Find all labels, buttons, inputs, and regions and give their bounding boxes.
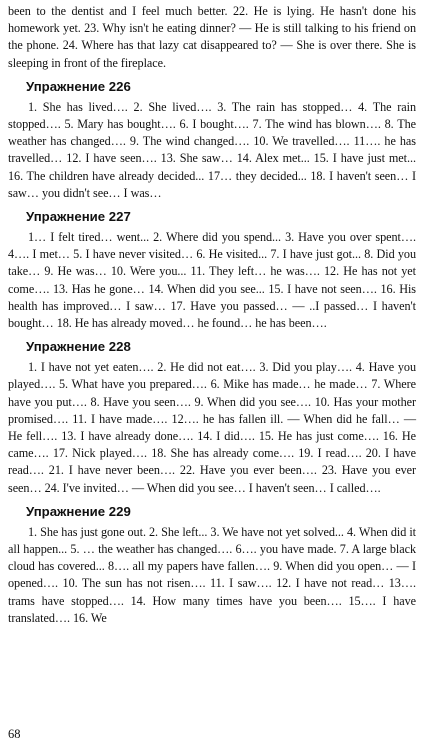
- exercise-227: [8, 208, 416, 332]
- exercise-229-heading: Упражнение 229: [26, 503, 131, 519]
- exercise-228-heading: Упражнение 228: [26, 339, 131, 355]
- exercise-229: [8, 503, 416, 627]
- exercise-227-text: 1… I felt tired… went... 2. Where did you spend... 3. Have you over spent…. 4…. I met… 5. I have never visited… 6. He visited... 7. I have just got... 8. Did you take… 9. He was… 10. Were you... 11. They left… he was…. 12. He has not yet come…. 13. Has he gone… 14. When did you see... 15. I have not seen…. 16. His health has improved… I saw… 17. Have you passed… — ..I passed… I haven't bought… 18. He has already moved… he found… he has been….: [8, 230, 416, 331]
- page-number: 68: [8, 727, 21, 741]
- exercise-226: [8, 78, 416, 202]
- intro-paragraph: been to the dentist and I feel much better. 22. He is lying. He hasn't done his homework yet. 23. Why isn't he eating dinner? — He is still talking to his friend on the phone. 24. Where has that lazy cat disappeared to? — She is over there. She is sleeping in front of the fireplace.: [8, 4, 416, 70]
- exercise-228-text: 1. I have not yet eaten…. 2. He did not eat…. 3. Did you play…. 4. Have you played…. 5. What have you prepared…. 6. Mike has made… he made… 7. Where have you put…. 8. Have you seen…. 9. When did you see…. 10. Has your mother promised…. 11. I have made…. 12…. he has fallen ill. — When did he fall… — He fell…. 13. I have already done…. 14. I did…. 15. He has just come…. 16. He came…. 17. Nick played…. 18. She has already come…. 19. I read…. 20. I have read…. 21. I have never been…. 22. Have you ever been…. 23. Have you ever seen… 24. I've invited… — When did you see… I haven't seen… I called….: [8, 360, 416, 495]
- exercise-226-heading: Упражнение 226: [26, 78, 131, 94]
- exercise-228: [8, 338, 416, 497]
- exercise-227-heading: Упражнение 227: [26, 209, 131, 225]
- exercise-229-text: 1. She has just gone out. 2. She left... 3. We have not yet solved... 4. When did it all happen... 5. … the weather has changed…. 6…. you have made. 7. A large black cloud has covered... 8…. all my papers have fallen…. 9. When did you open… — I opened…. 10. The sun has not risen…. 11. I saw…. 12. I have not read… 13…. trams have stopped…. 14. How many times have you been…. 15…. I have translated…. 16. We: [8, 524, 416, 625]
- exercise-226-text: 1. She has lived…. 2. She lived…. 3. The rain has stopped… 4. The rain stopped…. 5. Mary has bought…. 6. I bought…. 7. The wind has blown…. 8. The weather has changed…. 9. The wind changed…. 10. We travelled…. 11…. he has travelled… 12. I have seen…. 13. She saw… 14. Alex met... 15. I have just met... 16. The children have already decided... 17… they decided... 18. I haven't seen… I saw… you didn't see… I was…: [8, 99, 416, 200]
